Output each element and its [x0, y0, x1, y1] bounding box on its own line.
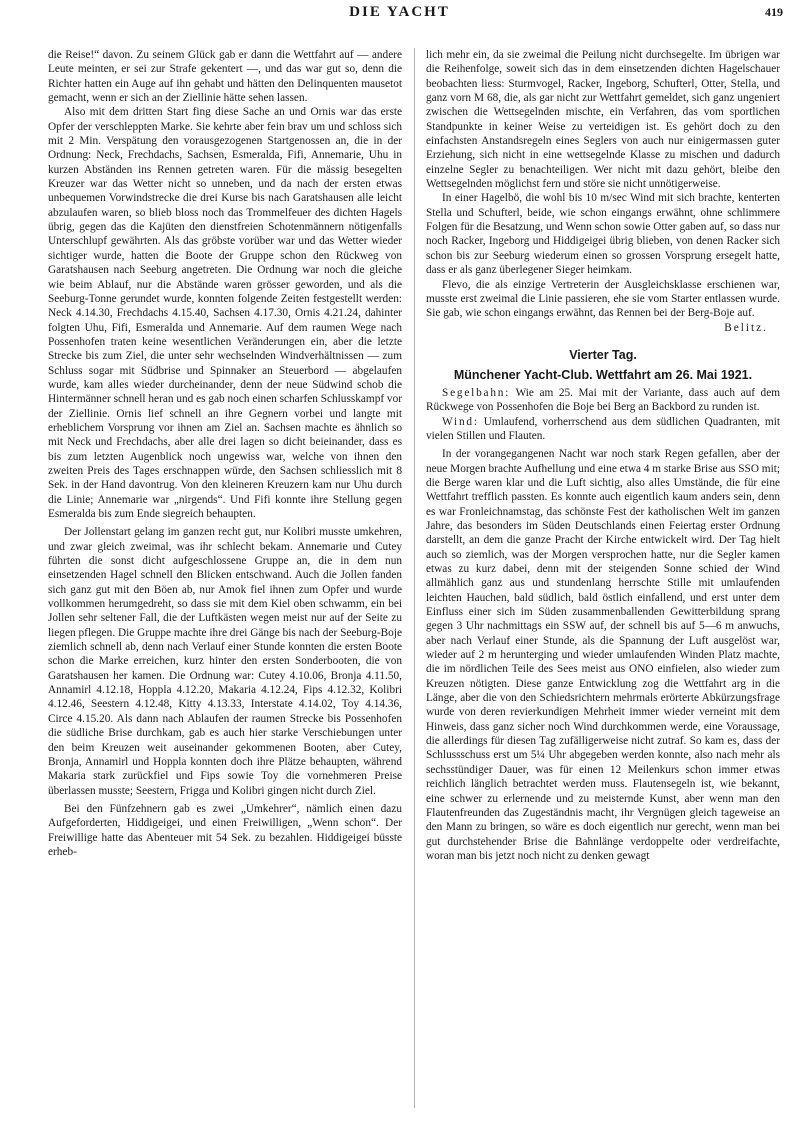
column-divider [414, 48, 415, 1108]
author-signature: Belitz. [724, 321, 768, 334]
paragraph: lich mehr ein, da sie zweimal die Peilung nicht durchsegelte. Im übrigen war die Reihenfolge, soweit sich das in dem einsetzenden dichten Hagelschauer beobachten liess: Sturmvogel, Racker, Ingeborg, Schufterl, Otter, Stella, und ganz vorn M 68, die, als gar nicht zur Wettfahrt gemeldet, sich ganz ungeniert zwischen die Wettsegelnden mischte, ein Verfahren, das vom sportlichen Standpunkte in keiner Weise zu verteidigen ist. Es gehört doch zu den einfachsten Anstandsregeln eines Seglers von auch nur einigermassen guter Erziehung, sich nicht in eine wettsegelnde Klasse zu mischen und dadurch einzelne Segler zu benachteiligen. Wer nicht mit dazu gehört, bleibe den Wettsegelnden möglichst fern und störe sie nicht unnötigerweise. [426, 49, 780, 191]
page-number: 419 [765, 5, 783, 19]
wind-text: Umlaufend, vorherrschend aus dem südlichen Quadranten, mit vielen Stillen und Flauten. [426, 415, 780, 442]
paragraph: Der Jollenstart gelang im ganzen recht gut, nur Kolibri musste umkehren, und zwar gleich zweimal, was ihr schlecht bekam. Annemarie und Cutey führten die sonst dicht aufgeschlossene Gruppe an, die in dem nun einsetzenden Hagel schnell den Blicken entschwand. Auch die Jollen fanden sich ganz gut mit den Böen ab, nur Amok fiel ihnen zum Opfer und wurde vollkommen herumgedreht, so dass sie mit dem Kiel oben schwamm, ein bei Jollen sehr seltener Fall, die der Luftkästen wegen meist nur auf der Seite zu liegen pflegen. Die Gruppe machte ihre drei Gänge bis nach der Seeburg-Boje ziemlich schnell ab, denn nach Verlauf einer Stunde konnten die ersten Boote schon die Marke erreichen, kurz hinter den ersten Sonderbooten, die von Garatshausen her kamen. Die Ordnung war: Cutey 4.10.06, Bronja 4.11.50, Annamirl 4.12.18, Hoppla 4.12.20, Makaria 4.12.24, Fips 4.12.32, Kolibri 4.12.46, Seestern 4.12.48, Kitty 4.13.33, Interstate 4.14.02, Toy 4.14.36, Circe 4.15.20. Als dann nach Ablaufen der raumen Strecke bis Possenhofen die südliche Brise durchkam, gab es auch hier starke Verschiebungen unter den beim Kreuzen weit auseinander gekommenen Booten, aber Cutey, Bronja, Annamirl und Hoppla konnten doch ihre Plätze behaupten, während Makaria stark zurückfiel und Fips sowie Toy die vornehmeren Preise überlassen musste; Seestern, Frigga und Kolibri gingen nicht durch Ziel. [48, 526, 402, 797]
course-text: Wie am 25. Mai mit der Variante, dass auch auf dem Rückwege von Possenhofen die Boje bei Berg an Backbord zu runden ist. [426, 386, 781, 414]
journal-title: DIE YACHT [349, 4, 450, 20]
paragraph: In einer Hagelbö, die wohl bis 10 m/sec Wind mit sich brachte, kenterten Stella und Schufterl, beide, wie schon eingangs erwähnt, ohne schlimmere Folgen für die Besatzung, und Wenn schon sowie Otter gaben auf, so dass nur noch Racker, Ingeborg und Hiddigeigei übrig blieben, von denen Racker sich schon bis zur Seeburg wiederum einen so grossen Vorsprung ersegelt hatte, dass er als ganz überlegener Sieger heimkam. [426, 192, 780, 277]
course-paragraph [426, 386, 780, 415]
section-heading: Vierter Tag. [569, 347, 637, 362]
paragraph: In der vorangegangenen Nacht war noch stark Regen gefallen, aber der neue Morgen brachte Aufhellung und eine etwa 4 m starke Brise aus SSO mit; die Berge waren klar und die Luft sichtig, also alles Umstände, die für eine Wettfahrt trefflich passten. Es konnte auch eigentlich kaum anders sein, denn es war Fronleichnamstag, das schönste Fest der katholischen Welt im ganzen Jahre, das besonders im Süden Deutschlands einen Feiertag erster Ordnung darstellt, an dem die ganze Pracht der Kirche entwickelt wird. Der Tag hielt auch so ziemlich, was der Morgen versprochen hatte, nur die Segler kamen etwas zu kurz dabei, denn mit der steigenden Sonne schied der Wind allmählich ganz aus und stundenlang herrschte Stille mit umlaufenden leichten Hauchen, bald südlich, bald östlich einfallend, und erst unter dem Einfluss einer sich im Süden zusammenballenden Gewitterbildung sprang gegen 3 Uhr nachmittags ein SSW auf, der schnell bis auf 5—6 m anwuchs, aber nach Verlauf einer Stunde, als die Spannung der Luft ausgelöst war, wieder auf 2 m herunterging und wieder umlaufenden Winden Platz machte, die im nördlichen Teile des Sees meist aus ONO einfielen, also wieder zum Kreuzen nötigten. Diese ganze Entwicklung zog die Wettfahrt arg in die Länge, aber die von den Schiedsrichtern mehrmals erörterte Abkürzungsfrage wurde von deren revierkundigen Mehrheit immer wieder verneint mit dem Hinweis, dass ganz sicher noch Wind durchkommen werde, eine Voraussage, die allerdings für diesen Tag zufälligerweise nicht zutraf. So kam es, dass der Schlussschuss erst um 5¼ Uhr abgegeben werden konnte, also nach mehr als sechsstündiger Dauer, was für einen 12 Meilenkurs schon immer etwas reichlich länglich betrachtet werden muss. Flautensegeln ist, wie bekannt, eine schwer zu erlernende und zu meisternde Kunst, aber wenn man den Flautenfreunden das Zugeständnis macht, ihr Vergnügen gleich tageweise an den Mann zu bringen, so wäre es doch eigentlich nur gerecht, wenn man bei gut durchstehender Brise die Bahnlänge verdoppelte oder verdreifachte, woran man bis jetzt noch nicht zu denken gewagt [426, 448, 780, 862]
paragraph: Also mit dem dritten Start fing diese Sache an und Ornis war das erste Opfer der verschleppten Marke. Sie kehrte aber fein brav um und schloss sich mit 2 Min. Verspätung den vorausgezogenen Startgenossen an, die in der Ordnung: Neck, Frechdachs, Sachsen, Esmeralda, Fifi, Annemarie, Uhu in kurzen Abständen ins Rennen getreten waren. Für die mässig besegelten Kreuzer war das Wetter nicht so unneben, und da nach der ersten etwas unbequemen Vorwindstrecke die drei Kurse bis nach Garatshausen alle leicht abzulaufen waren, so blieb bloss noch das Trommelfeuer des dichten Hagels übrig, gegen das die Kajüten den dienstfreien Schotenmännern nötigenfalls Unterschlupf gewährten. Als das gröbste vorüber war und das Wetter wieder sichtiger wurde, hatten die Boote der Gruppe schon den Rückweg von Garatshausen nach Seeburg angetreten. Die Ordnung war noch die gleiche wie beim Ablauf, nur die Abstände waren grösser geworden, und als die Seeburg-Tonne gerundet wurde, konnten folgende Zeiten festgestellt werden: Neck 4.14.30, Frechdachs 4.15.40, Sachsen 4.17.30, Ornis 4.21.24, dahinter folgten Uhu, Fifi, Esmeralda und Annemarie. Auf dem raumen Wege nach Possenhofen traten keine wesentlichen Veränderungen ein, aber die letzte Strecke bis zum Ziel, die unter sehr wechselnden Windverhältnissen — zum Schluss sogar mit Südbrise und Spinnaker an Steuerbord — abgelaufen wurde, kam alles wieder durcheinander, denn der neue Südwind schob die Hintermänner schnell heran und es gab noch einen scharfen Schlusskampf vor der Ziellinie. Ornis lief schnell an ihre Gegnern vorbei und langte mit erheblichem Vorsprung vor ihnen am Ziel an. Sachsen machte es ähnlich so mit Neck und Frechdachs, aber alle drei lagen so dicht beieinander, dass es bis zum letzten Augenblick noch ungewiss war, welche von ihnen den zweiten Preis des Tages erschnappen würde, den Sachsen schliesslich mit 8 Sek. in der Hand davontrug. Von den kleineren Kreuzern kam nur Uhu durch die Linie; Annemarie war „nirgends“. Und Fifi konnte ihre Stellung gegen Esmeralda bis zum Ende siegreich behaupten. [48, 106, 402, 520]
paragraph: Flevo, die als einzige Vertreterin der Ausgleichsklasse erschienen war, musste erst zweimal die Linie passieren, ehe sie vom Starter entlassen wurde. Sie gab, wie schon eingangs erwähnt, das Rennen bei der Berg-Boje auf. [426, 278, 780, 320]
wind-label: Wind: [442, 415, 479, 428]
left-column [48, 48, 402, 859]
paragraph: die Reise!“ davon. Zu seinem Glück gab er dann die Wettfahrt auf — andere Leute meinten, er sei zur Strafe gekentert —, und das war gut so, denn die Richter hatten ein Auge auf ihn gehabt und hätten den Delinquenten mausetot gemacht, wenn er sich an der Ziellinie hätte sehen lassen. [48, 49, 402, 105]
right-column [426, 48, 780, 863]
paragraph: Bei den Fünfzehnern gab es zwei „Umkehrer“, nämlich einen dazu Aufgeforderten, Hiddigeigei, und einen Freiwilligen, „Wenn schon“. Der Freiwillige hatte das Abenteuer mit 54 Sek. zu bezahlen. Hiddigeigei büsste erheb- [48, 802, 402, 858]
page-header [0, 0, 799, 30]
section-subheading: Münchener Yacht-Club. Wettfahrt am 26. Mai 1921. [453, 367, 753, 382]
wind-paragraph [426, 415, 780, 444]
course-label: Segelbahn: [442, 386, 511, 399]
